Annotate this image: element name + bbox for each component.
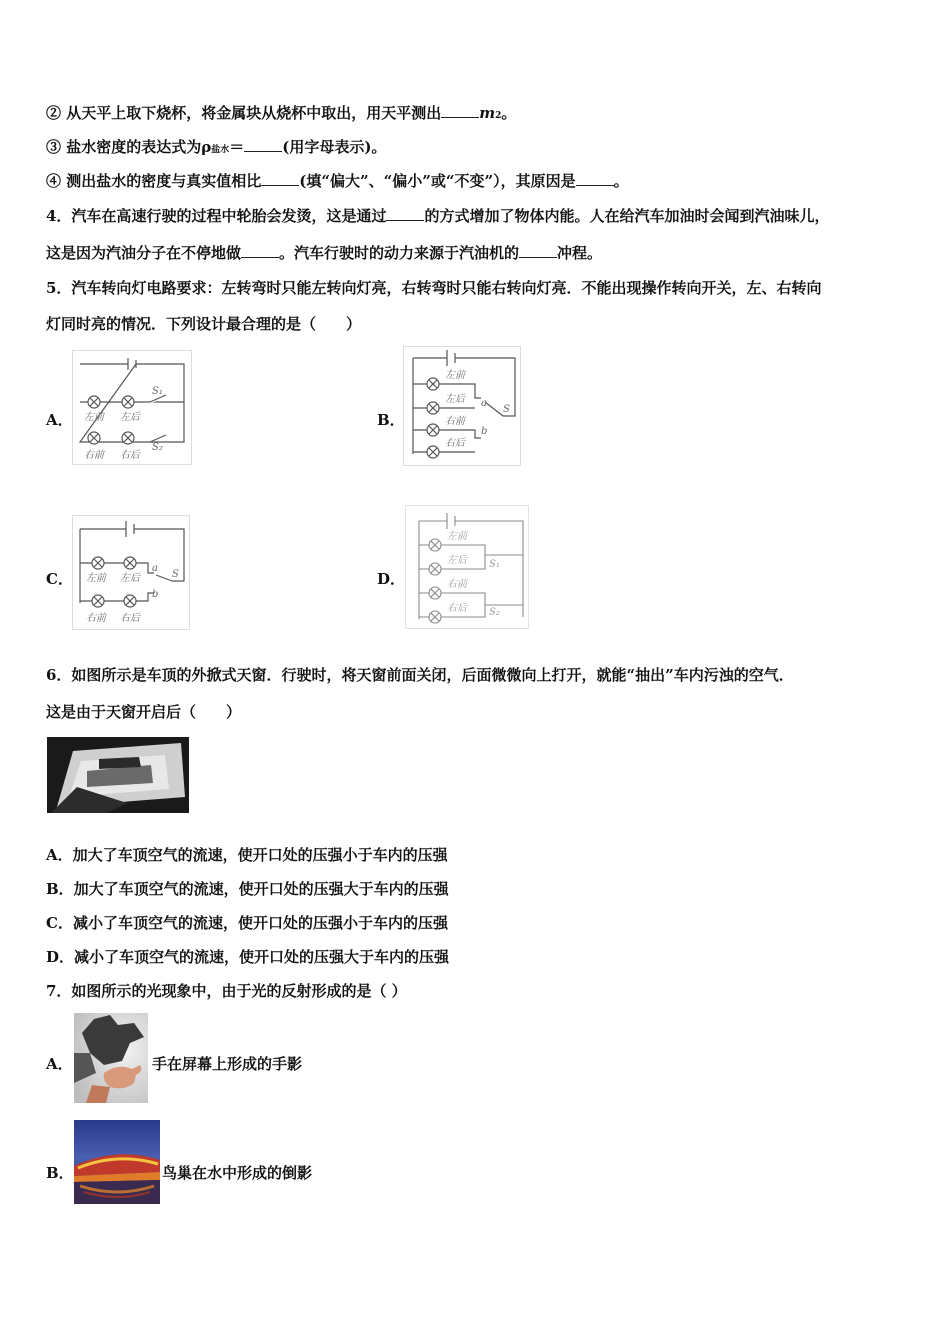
answer-blank[interactable] <box>441 103 479 118</box>
circuit-diagram-a <box>72 350 192 465</box>
label-right-front: 右前 <box>447 579 467 590</box>
q7-option-a-text: 手在屏幕上形成的手影 <box>152 1055 303 1073</box>
q4-text-e: 冲程。 <box>557 244 603 262</box>
label-right-rear: 右后 <box>120 613 140 624</box>
q6-option-b[interactable]: B．加大了车顶空气的流速，使开口处的压强大于车内的压强 <box>46 880 449 898</box>
q7-option-b-text: 鸟巢在水中形成的倒影 <box>162 1164 313 1182</box>
q3-step3-end: (用字母表示)。 <box>282 138 387 156</box>
q3-step2-end: 。 <box>501 104 517 122</box>
hand-shadow-photo <box>74 1013 148 1103</box>
circuit-diagram-c <box>72 515 190 630</box>
label-s1: S₁ <box>152 386 163 397</box>
label-s: S <box>172 569 179 580</box>
q3-step4-text: ④ 测出盐水的密度与真实值相比 <box>46 172 262 190</box>
q4-line2 <box>46 243 602 263</box>
q5-line2: 灯同时亮的情况．下列设计最合理的是（ ） <box>46 315 362 333</box>
label-a: a <box>481 398 487 409</box>
q3-step3 <box>46 137 386 160</box>
q5-option-d-label[interactable]: D． <box>377 570 406 588</box>
q3-step4-mid: (填“偏大”、“偏小”或“不变”），其原因是 <box>299 172 576 190</box>
q4-text-d: 。汽车行驶时的动力来源于汽油机的 <box>279 244 520 262</box>
q3-step2 <box>46 103 516 126</box>
label-left-front: 左前 <box>445 370 465 381</box>
label-right-rear: 右后 <box>447 603 467 614</box>
q5-option-a-label[interactable]: A． <box>46 411 73 429</box>
circuit-diagram-b <box>403 346 521 466</box>
label-s: S <box>503 404 510 415</box>
label-b: b <box>152 589 159 600</box>
q5-line1: 5．汽车转向灯电路要求：左转弯时只能左转向灯亮，右转弯时只能右转向灯亮．不能出现操作转向开关，左、右转向 <box>46 279 822 297</box>
label-s2: S₂ <box>152 442 163 453</box>
label-right-rear: 右后 <box>445 438 465 449</box>
label-left-rear: 左后 <box>445 394 465 405</box>
sunroof-photo <box>47 737 189 813</box>
answer-blank[interactable] <box>576 171 614 186</box>
label-right-front: 右前 <box>445 416 465 427</box>
q3-step2-sub: 2 <box>495 111 502 121</box>
label-right-front: 右前 <box>84 450 104 461</box>
q4-text-c: 这是因为汽油分子在不停地做 <box>46 244 242 262</box>
q6-option-c[interactable]: C．减小了车顶空气的流速，使开口处的压强小于车内的压强 <box>46 914 448 932</box>
q4-text-a: 4．汽车在高速行驶的过程中轮胎会发烫，这是通过 <box>46 207 387 225</box>
q3-step2-text: ② 从天平上取下烧杯，将金属块从烧杯中取出，用天平测出 <box>46 104 442 122</box>
circuit-diagram-d <box>405 505 529 629</box>
q5-option-b-label[interactable]: B． <box>377 411 405 429</box>
answer-blank[interactable] <box>386 206 424 221</box>
label-left-rear: 左后 <box>447 555 467 566</box>
q3-step3-eq: ＝ <box>229 138 245 156</box>
q6-option-d[interactable]: D．减小了车顶空气的流速，使开口处的压强大于车内的压强 <box>46 948 450 966</box>
label-left-front: 左前 <box>86 573 106 584</box>
q3-step3-sub: 盐水 <box>211 145 230 155</box>
q7-line1: 7．如图所示的光现象中，由于光的反射形成的是（ ） <box>46 982 407 1000</box>
q7-option-b-label[interactable]: B． <box>46 1164 74 1182</box>
label-left-rear: 左后 <box>120 573 140 584</box>
q6-line1: 6．如图所示是车顶的外掀式天窗．行驶时，将天窗前面关闭，后面微微向上打开，就能“抽出”车内污浊的空气． <box>46 666 794 684</box>
q6-option-a[interactable]: A．加大了车顶空气的流速，使开口处的压强小于车内的压强 <box>46 846 448 864</box>
q4-text-b: 的方式增加了物体内能。人在给汽车加油时会闻到汽油味儿， <box>424 207 830 225</box>
label-b: b <box>481 426 488 437</box>
label-s2: S₂ <box>489 607 500 618</box>
label-s1: S₁ <box>489 559 500 570</box>
label-right-rear: 右后 <box>120 450 140 461</box>
q4-line1 <box>46 206 829 226</box>
answer-blank[interactable] <box>241 243 279 258</box>
q7-option-a-label[interactable]: A． <box>46 1055 73 1073</box>
answer-blank[interactable] <box>244 137 282 152</box>
q3-step2-var: m <box>479 104 496 122</box>
label-left-front: 左前 <box>84 412 104 423</box>
q5-option-c-label[interactable]: C． <box>46 570 73 588</box>
birds-nest-photo <box>74 1120 160 1204</box>
label-left-rear: 左后 <box>120 412 140 423</box>
answer-blank[interactable] <box>519 243 557 258</box>
label-a: a <box>152 563 158 574</box>
q3-step4-end: 。 <box>613 172 629 190</box>
q3-step4 <box>46 171 629 191</box>
q3-step3-text: ③ 盐水密度的表达式为ρ <box>46 138 212 156</box>
label-right-front: 右前 <box>86 613 106 624</box>
q6-line2: 这是由于天窗开启后（ ） <box>46 703 242 721</box>
answer-blank[interactable] <box>261 171 299 186</box>
label-left-front: 左前 <box>447 531 467 542</box>
